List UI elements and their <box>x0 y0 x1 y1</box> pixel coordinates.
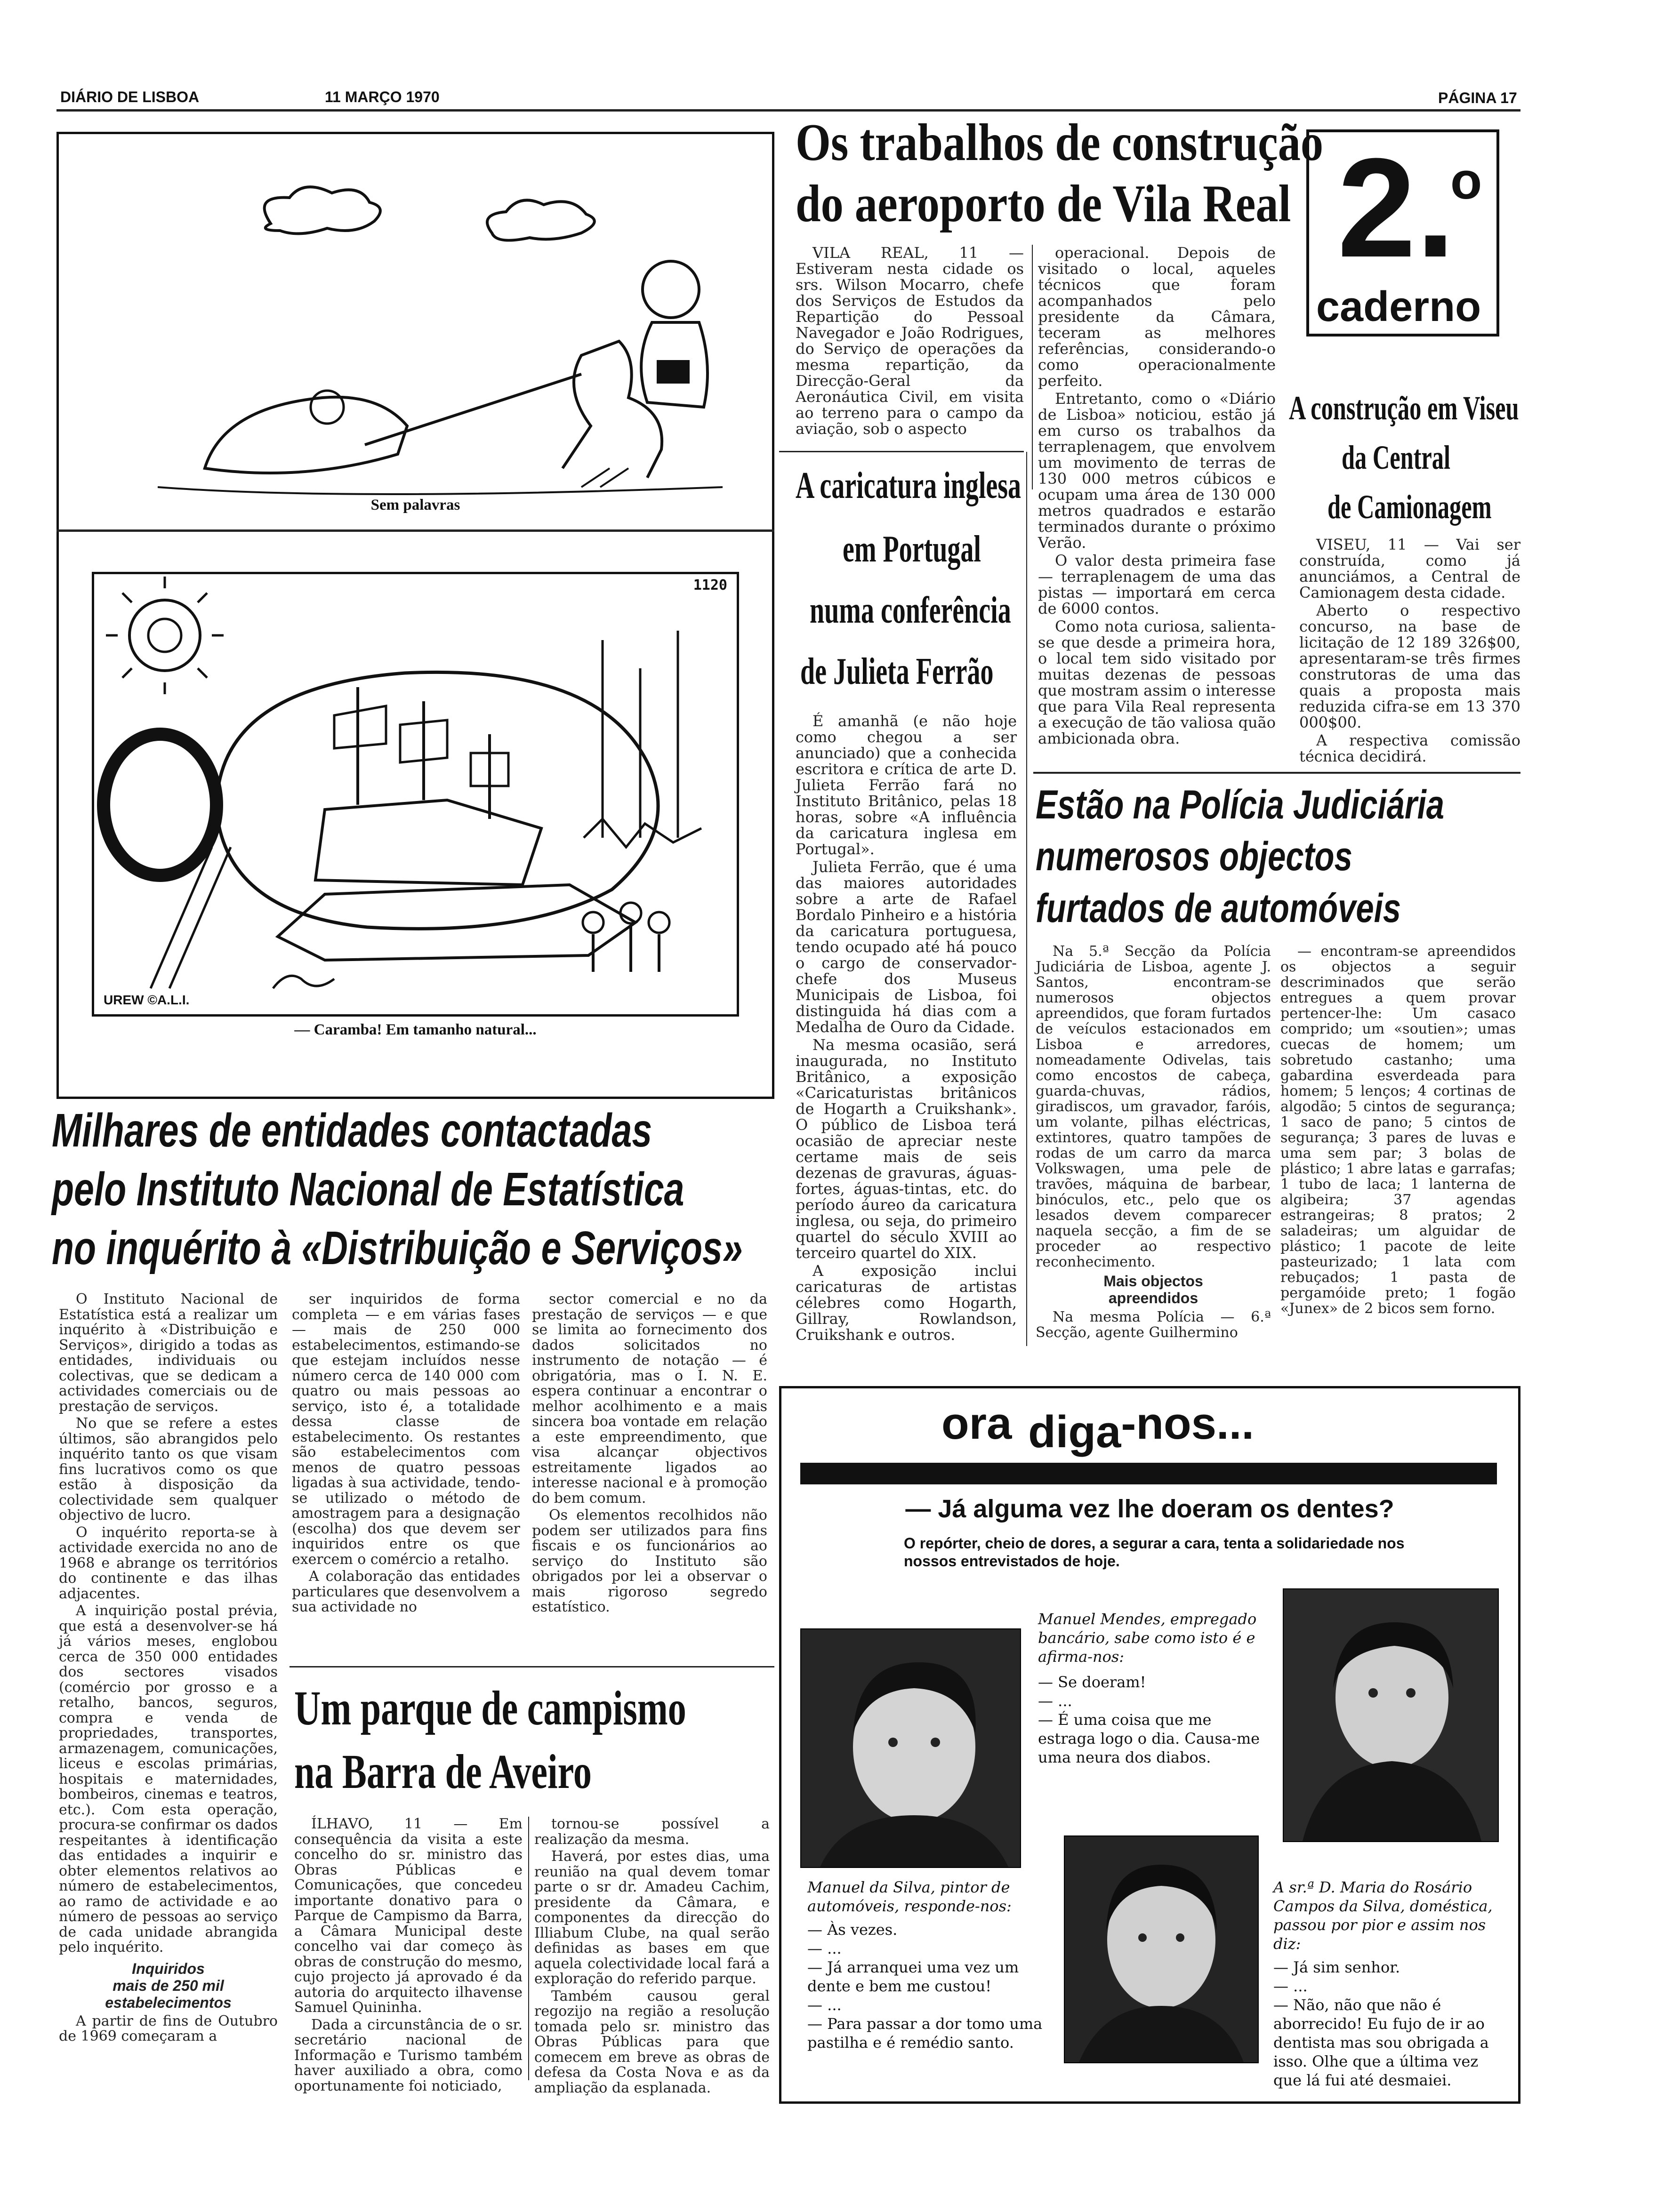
viseu-p2: Aberto o respectivo concurso, na base de licitação de 12 189 326$00, apresentaram-se três firmes construtoras de uma das quais a proposta mais reduzida cifra-se em 13 370 000$00. <box>1299 601 1520 731</box>
policia-title-2: numerosos objectos <box>1036 834 1352 879</box>
ine-col3a: sector comercial e no da prestação de serviços — e que se limita ao fornecimento dos dados solicitados no instrumento de notação — é obrigatória, mas o I. N. E. espera continuar a encontrar o melhor acolhimento e a mais sincera boa vontade em relação a este empreendimento, que visa alcançar objectivos estreitamente ligados ao interesse nacional e à promoção do bem comum. <box>532 1291 767 1507</box>
silva-a3: — Para passar a dor tomo uma pastilha e é remédio santo. <box>807 2015 1043 2052</box>
policia-col1-text: Na 5.ª Secção da Polícia Judiciária de Lisboa, agente J. Santos, encontram-se numerosos objectos apreendidos, que foram furtados de veículos estacionados em Lisboa e arredores, nomeadamente Odivelas, tais como encostos de cabeça, guarda-chuvas, rádios, giradiscos, um gravador, faróis, um volante, pilhas eléctricas, extintores, quatro tampões de rodas de um carro da marca Volkswagen, uma pele de travões, máquina de barbear, binóculos, etc., pelo que os lesados devem comparecer naquela secção, a fim de se proceder ao respectivo reconhecimento. <box>1036 943 1271 1270</box>
mendes-q1: — Se doeram! <box>1038 1673 1146 1691</box>
campismo-col2c: Também causou geral regozijo na região a resolução tomada pelo sr. ministro das Obras Públicas para que comecem em breve as obras de defesa da Costa Nova e as da ampliação da esplanada. <box>534 1988 770 2096</box>
aeroporto-col2c: O valor desta primeira fase — terraplenagem de uma das pistas — importará em cerca de 6000 contos. <box>1038 552 1276 617</box>
campos-a2: — Não, não que não é aborrecido! Eu fujo de ir ao dentista mas sou obrigada a isso. Olhe que a última vez que lá fui até desmaiei. <box>1273 1996 1489 2089</box>
policia-top-rule <box>1033 772 1520 774</box>
ine-title-3: no inquérito à «Distribuição e Serviços» <box>52 1222 743 1274</box>
viseu-body <box>1299 537 1520 766</box>
portrait-man-icon <box>801 1629 1020 1867</box>
ora-diga-box <box>779 1386 1520 2104</box>
photo-maria-campos <box>1283 1588 1499 1842</box>
photo-manuel-silva <box>800 1628 1021 1868</box>
ine-col-2 <box>292 1292 520 1617</box>
campismo-col2a: tornou-se possível a realização da mesma. <box>534 1816 770 1848</box>
campismo-title-2: na Barra de Aveiro <box>294 1745 592 1799</box>
cartoon-ship <box>94 574 737 1014</box>
mendes-answer: — É uma coisa que me estraga logo o dia. Causa-me uma neura dos diabos. <box>1038 1711 1260 1766</box>
section-label: caderno <box>1316 283 1481 330</box>
ine-subhead-1: Inquiridos <box>132 1960 205 1977</box>
ine-subhead-3: estabelecimentos <box>105 1994 232 2011</box>
ine-col3b: Os elementos recolhidos não podem ser utilizados para fins fiscais e os funcionários ao serviço do Instituto são obrigados por lei a observar o mais rigoroso segredo estatístico. <box>532 1507 767 1615</box>
header-date: 11 MARÇO 1970 <box>325 88 440 105</box>
aeroporto-title-1: Os trabalhos de construção <box>796 113 1324 172</box>
viseu-title-3: de Camionagem <box>1327 488 1492 526</box>
ine-col-3 <box>532 1292 767 1617</box>
ora-diga-logo-c: -nos... <box>1121 1398 1255 1449</box>
aeroporto-col2a: operacional. Depois de visitado o local, aqueles técnicos que foram acompanhados pelo presidente da Câmara, teceram as melhores referências, considerando-o como operacionalmente perfeito. <box>1038 244 1276 390</box>
campismo-col-rule <box>528 1817 529 2080</box>
policia-title-3: furtados de automóveis <box>1036 886 1401 931</box>
silva-intro: Manuel da Silva, pintor de automóveis, responde-nos: <box>807 1878 1012 1915</box>
mendes-block <box>1038 1610 1273 1767</box>
viseu-p1: VISEU, 11 — Vai ser construída, como já anunciámos, a Central de Camionagem desta cidade. <box>1299 536 1520 601</box>
ora-diga-bar <box>800 1463 1497 1484</box>
aeroporto-col-2 <box>1038 245 1276 748</box>
caricatura-p3: Na mesma ocasião, será inaugurada, no Instituto Britânico, a exposição «Caricaturistas britânicos de Hogarth a Cruikshank». O público de Lisboa terá ocasião de apreciar neste certame mais de seis dezenas de gravuras, águas-fortes, águas-tintas, etc. do período áureo da caricatura inglesa, ou seja, do primeiro quartel do século XVIII ao terceiro quartel do XIX. <box>796 1036 1017 1262</box>
ine-col-1 <box>59 1292 278 2046</box>
header-rule <box>56 109 1520 112</box>
campismo-col-2 <box>534 1817 770 2098</box>
section-number: 2. <box>1337 128 1456 287</box>
policia-subhead-1: Mais objectos <box>1103 1273 1203 1290</box>
policia-col1b: Na mesma Polícia — 6.ª Secção, agente Guilhermino <box>1036 1309 1271 1341</box>
ora-diga-logo-b: diga <box>1028 1407 1121 1457</box>
portrait-woman-icon <box>1284 1589 1498 1841</box>
policia-col-1 <box>1036 944 1271 1342</box>
aeroporto-title-2: do aeroporto de Vila Real <box>796 175 1291 233</box>
cartoon-signature: UREW ©A.L.I. <box>104 993 190 1007</box>
ine-title-2: pelo Instituto Nacional de Estatística <box>52 1163 684 1216</box>
header-page: PÁGINA 17 <box>1438 89 1517 106</box>
campismo-col-1 <box>294 1817 523 2096</box>
cartoon-caption-1: Sem palavras <box>370 497 460 513</box>
caricatura-title-3: numa conferência <box>810 590 1011 631</box>
caricatura-top-rule <box>779 451 1024 452</box>
caricatura-title-2: em Portugal <box>843 529 981 570</box>
viseu-title-1: A construção em Viseu <box>1289 389 1519 427</box>
ine-col1c: O inquérito reporta-se à actividade exercida no ano de 1968 e abrange os territórios do continente e das ilhas adjacentes. <box>59 1524 278 1602</box>
campismo-col2b: Haverá, por estes dias, uma reunião na qual devem tomar parte o sr dr. Amadeu Cachim, presidente da Câmara, e componentes da direcção do Illiabum Clube, na qual serão definidas as bases em que aquela colectividade local fará a exploração do referido parque. <box>534 1848 770 1987</box>
ora-diga-logo <box>941 1398 1255 1457</box>
policia-subhead-2: apreendidos <box>1108 1290 1199 1306</box>
aeroporto-col2d: Como nota curiosa, salienta-se que desde a primeira hora, o local tem sido visitado por muitas dezenas de pessoas que mostram assim o interesse que para Vila Real representa a execução de tão valiosa quão ambicionada obra. <box>1038 617 1276 747</box>
mendes-intro: Manuel Mendes, empregado bancário, sabe como isto é e afirma-nos: <box>1038 1610 1257 1666</box>
policia-col-2 <box>1280 944 1516 1318</box>
viseu-title-2: da Central <box>1342 439 1450 476</box>
portrait-man-icon <box>1065 1836 1258 2062</box>
silva-q: — ... <box>807 1940 842 1957</box>
cartoon-divider <box>56 529 774 532</box>
silva-a1: — Às vezes. <box>807 1921 898 1939</box>
caricatura-title-4: de Julieta Ferrão <box>800 651 994 692</box>
mendes-q2: — ... <box>1038 1692 1072 1710</box>
aeroporto-col2b: Entretanto, como o «Diário de Lisboa» noticiou, estão já em curso os trabalhos da terraplenagem, que envolvem um movimento de terras de 130 000 metros cúbicos e ocupam uma área de 130 000 metros quadrados e estarão terminados durante o próximo Verão. <box>1038 390 1276 552</box>
header-paper: DIÁRIO DE LISBOA <box>60 88 200 105</box>
ine-col1b: No que se refere a estes últimos, são abrangidos pelo inquérito tanto os que visam fins lucrativos como os que estão à disposição da colectividade sem qualquer objectivo de lucro. <box>59 1415 278 1523</box>
viseu-p3: A respectiva comissão técnica decidirá. <box>1299 731 1520 765</box>
caricatura-p1: É amanhã (e não hoje como chegou a ser anunciado) que a conhecida escritora e crítica de arte D. Julieta Ferrão fará no Instituto Britânico, pelas 18 horas, sobre «A influência da caricatura inglesa em Portugal». <box>796 712 1017 858</box>
ora-diga-logo-a: ora <box>941 1398 1012 1449</box>
policia-col2-text: — encontram-se apreendidos os objectos a seguir descriminados que serão entregues a quem provar pertencer-lhe: Um casaco comprido; um «soutien»; umas cuecas de homem; um sobretudo castanho; uma gabardina esverdeada para homem; 5 lenços; 4 cortinas de algodão; 5 cintos de segurança; 1 saco de pano; 5 cintos de segurança; 3 pares de luvas e uma sem par; 3 bolas de plástico; 1 abre latas e garrafas; 1 tubo de laca; 1 lanterna de algibeira; 37 agendas estrangeiras; 8 pratos; 2 saladeiras; um alguidar de plástico; 1 pacote de leite pasteurizado; 1 lata com rebuçados; 1 pasta de pergamóide preto; 1 fogão «Junex» de 2 bicos sem forno. <box>1280 943 1516 1317</box>
ora-diga-intro: O repórter, cheio de dores, a segurar a cara, tenta a solidariedade nos nossos entrevistados de hoje. <box>904 1535 1405 1570</box>
campismo-top-rule <box>290 1666 774 1667</box>
campismo-col1-text: ÍLHAVO, 11 — Em consequência da visita a este concelho do sr. ministro das Obras Públicas e Comunicações, que concedeu importante donativo para o Parque de Campismo da Barra, a Câmara Municipal deste concelho vai dar começo às obras de construção do mesmo, cujo projecto já aprovado é da autoria do arquitecto ilhavense Samuel Quininha. <box>294 1816 523 2016</box>
photo-manuel-mendes <box>1064 1835 1259 2063</box>
silva-block <box>807 1878 1043 2052</box>
ora-diga-question: — Já alguma vez lhe doeram os dentes? <box>905 1495 1394 1523</box>
ine-col2a: ser inquiridos de forma completa — e em várias fases — mais de 250 000 estabelecimentos, estimando-se que estejam incluídos nesse número cerca de 140 000 com quatro ou mais pessoas ao serviço, isto é, a totalidade dessa classe de estabelecimento. Os restantes são estabelecimentos com menos de quatro pessoas ligadas à sua actividade, tendo-se utilizado o método de amostragem para a designação (escolha) dos que devem ser inquiridos entre os que exercem o comércio a retalho. <box>292 1291 520 1568</box>
section-box <box>1306 129 1499 337</box>
cartoon-box <box>56 132 774 1099</box>
campos-intro: A sr.ª D. Maria do Rosário Campos da Silva, doméstica, passou por pior e assim nos diz: <box>1273 1878 1493 1953</box>
aeroporto-col1-text: VILA REAL, 11 — Estiveram nesta cidade os srs. Wilson Mocarro, chefe dos Serviços de Estudos da Repartição do Pessoal Navegador e João Rodrigues, do Serviço de operações da mesma repartição, da Direcção-Geral da Aeronáutica Civil, em visita ao terreno para o campo da aviação, sob o aspecto <box>796 244 1024 438</box>
caricatura-p2: Julieta Ferrão, que é uma das maiores autoridades sobre a arte de Rafael Bordalo Pinheiro e a história da caricatura portuguesa, tendo ocupado até há pouco o cargo de conservador-chefe dos Museus Municipais de Lisboa, foi distinguida há dias com a Medalha de Ouro da Cidade. <box>796 858 1017 1036</box>
caricatura-p4: A exposição inclui caricaturas de artistas célebres como Hogarth, Gillray, Rowlandson, Cruikshank e outros. <box>796 1262 1017 1344</box>
caricatura-col-rule <box>1026 452 1027 1346</box>
caricatura-title-1: A caricatura inglesa <box>796 465 1022 506</box>
aeroporto-col-rule <box>1032 245 1033 489</box>
cartoon-caption-2: — Caramba! Em tamanho natural... <box>294 1021 537 1038</box>
ine-col1d: A inquirição postal prévia, que está a desenvolver-se há já vários meses, englobou cerca de 350 000 entidades dos sectores visados (comércio por grosso e a retalho, bancos, seguros, compra e venda de propriedades, transportes, armazenagem, comunicações, liceus e escolas primárias, hospitais e maternidades, bombeiros, cinemas e teatros, etc.). Com esta operação, procura-se confirmar os dados respeitantes à identificação das entidades a inquirir e obter elementos relativos ao número de estabelecimentos, ao ramo de actividade e ao número de pessoas ao serviço de cada unidade abrangida pelo inquérito. <box>59 1603 278 1956</box>
cartoon-ship-panel <box>92 572 739 1017</box>
cartoon-jetski <box>64 162 770 520</box>
caricatura-body <box>796 713 1017 1345</box>
ine-subhead-2: mais de 250 mil <box>113 1977 224 1994</box>
campismo-title-1: Um parque de campismo <box>294 1681 686 1735</box>
silva-a2: — Já arranquei uma vez um dente e bem me custou! <box>807 1958 1019 1995</box>
campos-q: — ... <box>1273 1977 1308 1995</box>
cartoon-number: 1120 <box>693 577 727 593</box>
aeroporto-col-1 <box>796 245 1024 439</box>
policia-title-1: Estão na Polícia Judiciária <box>1036 782 1444 827</box>
campismo-col1b: Dada a circunstância de o sr. secretário nacional de Informação e Turismo também haver auxiliado a obra, como oportunamente foi noticiado, <box>294 2016 523 2094</box>
ine-col1a: O Instituto Nacional de Estatística está a realizar um inquérito à «Distribuição e Serviços», dirigido a todas as entidades, individuais ou colectivas, que se dedicam a actividades comerciais ou de prestação de serviços. <box>59 1291 278 1415</box>
section-degree: o <box>1450 152 1482 210</box>
ine-title-1: Milhares de entidades contactadas <box>52 1104 652 1157</box>
campos-block <box>1273 1878 1509 2090</box>
campos-a1: — Já sim senhor. <box>1273 1958 1400 1976</box>
silva-q2: — ... <box>807 1996 842 2014</box>
ine-col2b: A colaboração das entidades particulares que desenvolvem a sua actividade no <box>292 1568 520 1615</box>
ine-col1e: A partir de fins de Outubro de 1969 começaram a <box>59 2012 278 2044</box>
